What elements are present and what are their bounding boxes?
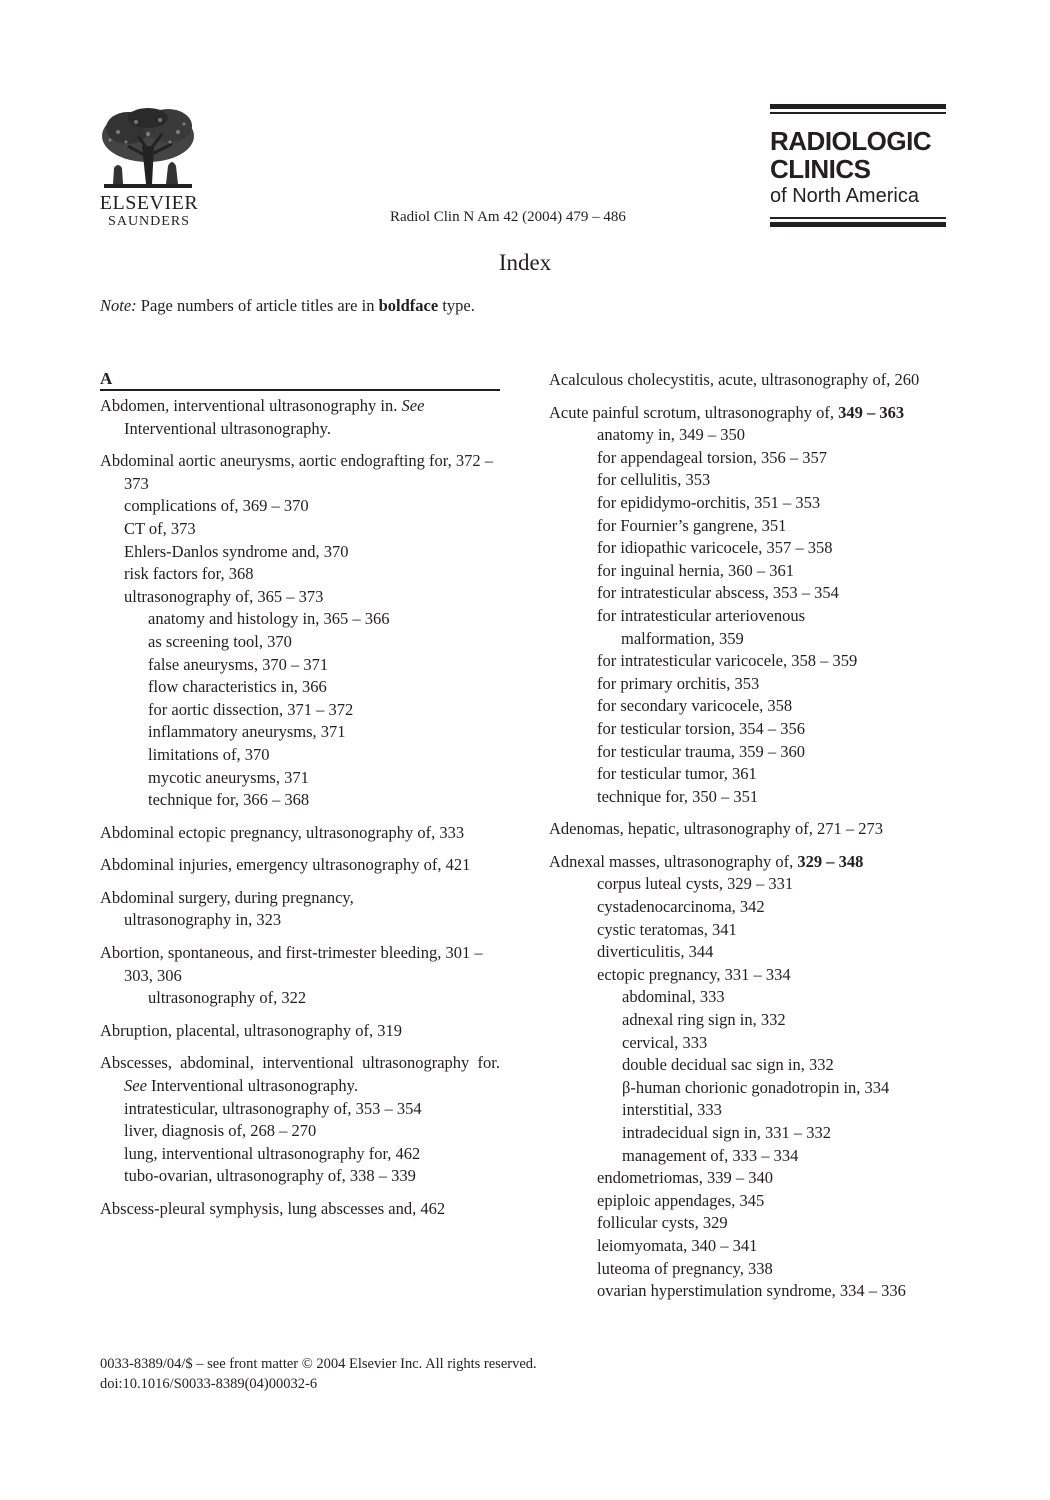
entry-main: Abscesses, abdominal, interventional ultrasonography for. See Interventional ultrasonography. <box>100 1053 500 1096</box>
entry-subsub: false aneurysms, 370 – 371 <box>148 654 329 674</box>
note <box>100 296 475 316</box>
entry-sub: ovarian hyperstimulation syndrome, 334 – 336 <box>597 1281 906 1301</box>
index-column-right <box>549 369 959 1313</box>
entry-sub: for intratesticular abscess, 353 – 354 <box>597 583 839 603</box>
entry-sub: technique for, 350 – 351 <box>597 786 759 806</box>
entry-main: Abruption, placental, ultrasonography of, 319 <box>100 1020 402 1040</box>
entry-sub: for intratesticular varicocele, 358 – 359 <box>597 651 858 671</box>
journal-title-line2: CLINICS <box>770 154 871 184</box>
journal-rule-bottom <box>770 222 946 227</box>
copyright-line: 0033-8389/04/$ – see front matter © 2004 Elsevier Inc. All rights reserved. <box>100 1356 537 1372</box>
see-reference: See <box>124 1076 147 1096</box>
note-label: Note: <box>100 296 137 315</box>
publisher-imprint: SAUNDERS <box>108 214 190 229</box>
note-text-bold: boldface <box>378 296 439 315</box>
entry-sub: follicular cysts, 329 <box>597 1213 728 1233</box>
entry-subsub: double decidual sac sign in, 332 <box>622 1055 834 1075</box>
entry-sub: epiploic appendages, 345 <box>597 1190 765 1210</box>
index-entry <box>549 818 959 841</box>
entry-sub: ultrasonography of, 365 – 373 <box>124 586 324 606</box>
index-entry <box>100 854 500 877</box>
entry-main: Abdominal injuries, emergency ultrasonography of, 421 <box>100 855 471 875</box>
entry-sub: CT of, 373 <box>124 518 196 538</box>
entry-sub: endometriomas, 339 – 340 <box>597 1168 773 1188</box>
entry-sub: for idiopathic varicocele, 357 – 358 <box>597 538 833 558</box>
entry-main: Abdominal surgery, during pregnancy, ultrasonography in, 323 <box>100 887 354 930</box>
entry-sub: lung, interventional ultrasonography for, 462 <box>124 1143 421 1163</box>
entry-subsub: β-human chorionic gonadotropin in, 334 <box>622 1077 890 1097</box>
journal-title-line1: RADIOLOGIC <box>770 126 932 156</box>
entry-subsub: interstitial, 333 <box>622 1100 722 1120</box>
entry-sub: ultrasonography of, 322 <box>148 988 307 1008</box>
entry-sub: for inguinal hernia, 360 – 361 <box>597 560 795 580</box>
entry-sub: for secondary varicocele, 358 <box>597 696 793 716</box>
entry-sub: intratesticular, ultrasonography of, 353 – 354 <box>124 1098 422 1118</box>
entry-sub: for Fournier’s gangrene, 351 <box>597 515 787 535</box>
entry-main: Adnexal masses, ultrasonography of, 329 – 348 <box>549 851 864 871</box>
article-pages-bold: 349 – 363 <box>838 402 905 422</box>
entry-subsub: mycotic aneurysms, 371 <box>148 767 309 787</box>
entry-sub: diverticulitis, 344 <box>597 942 714 962</box>
entry-subsub: inflammatory aneurysms, 371 <box>148 722 346 742</box>
entry-sub: tubo-ovarian, ultrasonography of, 338 – 339 <box>124 1166 416 1186</box>
entry-main: Abdominal aortic aneurysms, aortic endografting for, 372 – 373 <box>100 451 493 493</box>
entry-subsub: limitations of, 370 <box>148 744 270 764</box>
entry-sub: leiomyomata, 340 – 341 <box>597 1235 758 1255</box>
entry-main: Acalculous cholecystitis, acute, ultrasonography of, 260 <box>549 370 920 389</box>
entry-sub: liver, diagnosis of, 268 – 270 <box>124 1121 317 1141</box>
index-entry <box>100 1052 500 1188</box>
entry-sub: for primary orchitis, 353 <box>597 673 760 693</box>
index-entry <box>100 1198 500 1221</box>
entry-subsub: intradecidual sign in, 331 – 332 <box>622 1123 831 1142</box>
page-title: Index <box>498 250 552 275</box>
entry-sub: for epididymo-orchitis, 351 – 353 <box>597 492 821 512</box>
entry-main: Abdomen, interventional ultrasonography in. See Interventional ultrasonography. <box>100 396 425 438</box>
entry-sub: luteoma of pregnancy, 338 <box>597 1258 773 1278</box>
index-column-left <box>100 369 500 1231</box>
entry-sub: for testicular tumor, 361 <box>597 764 757 784</box>
entry-sub: for testicular torsion, 354 – 356 <box>597 718 806 738</box>
index-entry <box>549 851 959 1303</box>
index-entry <box>100 1020 500 1043</box>
entry-sub: complications of, 369 – 370 <box>124 496 309 516</box>
entry-sub: corpus luteal cysts, 329 – 331 <box>597 874 794 894</box>
copyright-footer <box>100 1354 537 1394</box>
index-entry <box>549 369 959 392</box>
entry-sub: for appendageal torsion, 356 – 357 <box>597 447 828 467</box>
publisher-name: ELSEVIER <box>99 192 199 214</box>
entry-sub: cystic teratomas, 341 <box>597 919 737 939</box>
section-letter: A <box>100 369 500 391</box>
entry-subsub: as screening tool, 370 <box>148 631 292 651</box>
entry-sub: ectopic pregnancy, 331 – 334 <box>597 964 791 984</box>
entry-main: Abdominal ectopic pregnancy, ultrasonography of, 333 <box>100 822 465 842</box>
entry-main: Abscess-pleural symphysis, lung abscesses and, 462 <box>100 1199 446 1218</box>
entry-subsub: management of, 333 – 334 <box>622 1145 799 1165</box>
entry-sub: for cellulitis, 353 <box>597 470 711 490</box>
journal-title-line3: of North America <box>770 185 919 207</box>
tree-icon <box>98 106 198 194</box>
index-entry <box>100 395 500 440</box>
entry-subsub: flow characteristics in, 366 <box>148 677 327 697</box>
article-pages-bold: 329 – 348 <box>797 851 864 871</box>
entry-sub: risk factors for, 368 <box>124 564 254 584</box>
entry-sub: anatomy in, 349 – 350 <box>597 425 746 445</box>
journal-logo <box>770 104 946 227</box>
entry-main: Adenomas, hepatic, ultrasonography of, 271 – 273 <box>549 819 884 839</box>
entry-subsub: technique for, 366 – 368 <box>148 790 310 810</box>
entry-sub: for intratesticular arteriovenous malformation, 359 <box>597 605 805 648</box>
entry-subsub: abdominal, 333 <box>622 987 725 1007</box>
entry-main: Abortion, spontaneous, and first-trimester bleeding, 301 – 303, 306 <box>100 943 483 985</box>
index-entry <box>100 942 500 1010</box>
entry-subsub: anatomy and histology in, 365 – 366 <box>148 609 390 629</box>
index-entry <box>100 450 500 812</box>
index-entry <box>549 402 959 809</box>
entry-sub: cystadenocarcinoma, 342 <box>597 897 765 917</box>
entry-subsub: adnexal ring sign in, 332 <box>622 1010 786 1030</box>
entry-subsub: cervical, 333 <box>622 1032 708 1052</box>
doi-line: doi:10.1016/S0033-8389(04)00032-6 <box>100 1376 318 1392</box>
citation-line: Radiol Clin N Am 42 (2004) 479 – 486 <box>390 209 626 225</box>
note-text-post: type. <box>442 296 475 315</box>
entry-main: Acute painful scrotum, ultrasonography of, 349 – 363 <box>549 402 905 422</box>
see-reference: See <box>401 396 425 415</box>
index-entry <box>100 887 500 932</box>
entry-sub: Ehlers-Danlos syndrome and, 370 <box>124 541 349 561</box>
entry-subsub: for aortic dissection, 371 – 372 <box>148 699 354 719</box>
index-entry <box>100 822 500 845</box>
note-text-pre: Page numbers of article titles are in <box>140 296 375 315</box>
entry-sub: for testicular trauma, 359 – 360 <box>597 741 806 761</box>
